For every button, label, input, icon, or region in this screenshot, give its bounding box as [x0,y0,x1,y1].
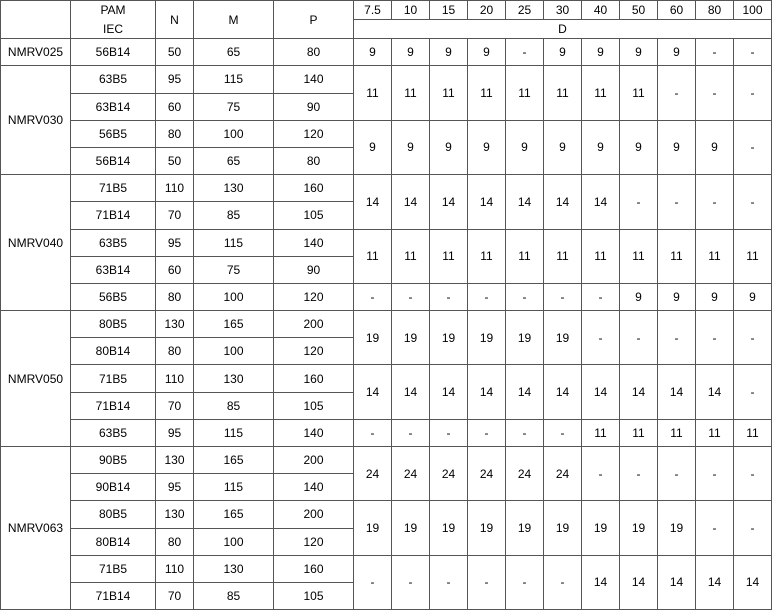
d-value-cell: 24 [544,447,582,501]
d-value-cell: 9 [582,120,620,174]
n-cell: 80 [156,338,194,365]
d-value-cell: 9 [430,39,468,66]
d-value-cell: 9 [734,283,772,310]
header-d-col-10: 100 [734,1,772,20]
iec-cell: 71B14 [71,582,156,609]
d-value-cell: 9 [658,39,696,66]
d-value-cell: - [582,447,620,501]
d-value-cell: - [544,419,582,446]
d-value-cell: 11 [582,66,620,120]
d-value-cell: - [544,555,582,609]
p-cell: 105 [274,202,354,229]
table-row [1,447,772,474]
n-cell: 70 [156,392,194,419]
p-cell: 140 [274,229,354,256]
model-cell: NMRV050 [1,311,71,447]
d-value-cell: 24 [354,447,392,501]
d-value-cell: - [468,283,506,310]
table-row [1,283,772,310]
d-value-cell: 19 [392,501,430,555]
header-m: M [194,1,274,39]
d-value-cell: 11 [430,229,468,283]
d-value-cell: 11 [392,229,430,283]
header-model-blank [1,1,71,39]
d-value-cell: 11 [506,229,544,283]
model-cell: NMRV025 [1,39,71,66]
iec-cell: 71B5 [71,175,156,202]
d-value-cell: - [354,283,392,310]
table-row [1,120,772,147]
d-value-cell: - [734,311,772,365]
iec-cell: 71B14 [71,202,156,229]
n-cell: 110 [156,365,194,392]
d-value-cell: 11 [734,229,772,283]
n-cell: 80 [156,120,194,147]
d-value-cell: - [392,419,430,446]
d-value-cell: 11 [430,66,468,120]
d-value-cell: - [734,120,772,174]
n-cell: 50 [156,39,194,66]
d-value-cell: - [696,311,734,365]
d-value-cell: - [658,66,696,120]
d-value-cell: - [620,311,658,365]
p-cell: 140 [274,474,354,501]
d-value-cell: - [620,175,658,229]
header-row-top [1,1,772,20]
d-value-cell: - [696,501,734,555]
d-value-cell: - [734,175,772,229]
n-cell: 110 [156,175,194,202]
table-body [1,39,772,610]
d-value-cell: 14 [658,555,696,609]
n-cell: 70 [156,202,194,229]
d-value-cell: 19 [582,501,620,555]
model-cell: NMRV040 [1,175,71,311]
d-value-cell: 19 [354,501,392,555]
d-value-cell: - [468,555,506,609]
n-cell: 110 [156,555,194,582]
n-cell: 95 [156,229,194,256]
n-cell: 80 [156,528,194,555]
iec-cell: 80B5 [71,311,156,338]
table-row [1,501,772,528]
d-value-cell: 24 [430,447,468,501]
d-value-cell: 9 [620,120,658,174]
iec-cell: 71B14 [71,392,156,419]
d-value-cell: 19 [544,501,582,555]
header-d-col-1: 10 [392,1,430,20]
m-cell: 130 [194,175,274,202]
m-cell: 75 [194,93,274,120]
d-value-cell: - [392,283,430,310]
d-value-cell: - [734,501,772,555]
p-cell: 200 [274,311,354,338]
d-value-cell: 9 [582,39,620,66]
d-value-cell: 9 [430,120,468,174]
n-cell: 95 [156,419,194,446]
iec-cell: 63B5 [71,66,156,93]
d-value-cell: 11 [620,419,658,446]
d-value-cell: 11 [392,66,430,120]
table-row [1,39,772,66]
table-row [1,311,772,338]
iec-cell: 80B5 [71,501,156,528]
p-cell: 120 [274,283,354,310]
d-value-cell: 9 [696,283,734,310]
n-cell: 95 [156,66,194,93]
d-value-cell: 14 [430,175,468,229]
d-value-cell: 19 [430,311,468,365]
d-value-cell: 11 [544,229,582,283]
d-value-cell: 11 [468,66,506,120]
d-value-cell: 14 [354,175,392,229]
d-value-cell: 14 [658,365,696,419]
d-value-cell: 19 [506,311,544,365]
d-value-cell: 9 [544,39,582,66]
d-value-cell: - [696,175,734,229]
d-value-cell: - [658,447,696,501]
n-cell: 95 [156,474,194,501]
d-value-cell: - [430,419,468,446]
d-value-cell: - [734,447,772,501]
d-value-cell: 11 [620,66,658,120]
table-row [1,555,772,582]
d-value-cell: 24 [392,447,430,501]
header-d-col-5: 30 [544,1,582,20]
d-value-cell: 14 [392,175,430,229]
d-value-cell: 9 [658,120,696,174]
m-cell: 115 [194,229,274,256]
iec-cell: 71B5 [71,555,156,582]
d-value-cell: 9 [468,39,506,66]
d-value-cell: 14 [620,555,658,609]
d-value-cell: 11 [658,419,696,446]
n-cell: 50 [156,147,194,174]
d-value-cell: - [430,283,468,310]
d-value-cell: 11 [354,229,392,283]
table-header [1,1,772,39]
d-value-cell: 19 [658,501,696,555]
iec-cell: 71B5 [71,365,156,392]
m-cell: 85 [194,582,274,609]
header-d-col-9: 80 [696,1,734,20]
p-cell: 80 [274,147,354,174]
p-cell: 120 [274,528,354,555]
d-value-cell: 14 [506,175,544,229]
m-cell: 165 [194,311,274,338]
d-value-cell: 14 [544,175,582,229]
header-d-col-4: 25 [506,1,544,20]
header-n: N [156,1,194,39]
p-cell: 80 [274,39,354,66]
d-value-cell: 19 [506,501,544,555]
m-cell: 165 [194,447,274,474]
d-value-cell: 19 [468,311,506,365]
m-cell: 65 [194,39,274,66]
d-value-cell: 14 [734,555,772,609]
n-cell: 130 [156,447,194,474]
p-cell: 200 [274,447,354,474]
d-value-cell: 11 [354,66,392,120]
table-row [1,419,772,446]
header-d-col-3: 20 [468,1,506,20]
m-cell: 100 [194,338,274,365]
iec-cell: 63B5 [71,229,156,256]
header-pam-iec [71,1,156,39]
d-value-cell: - [506,283,544,310]
n-cell: 130 [156,311,194,338]
d-value-cell: - [696,39,734,66]
p-cell: 105 [274,392,354,419]
iec-cell: 56B5 [71,120,156,147]
header-d-col-0: 7.5 [354,1,392,20]
d-value-cell: 19 [544,311,582,365]
d-value-cell: - [506,419,544,446]
d-value-cell: - [734,66,772,120]
m-cell: 130 [194,365,274,392]
d-value-cell: - [582,283,620,310]
p-cell: 160 [274,175,354,202]
d-value-cell: 9 [696,120,734,174]
d-value-cell: - [544,283,582,310]
p-cell: 200 [274,501,354,528]
d-value-cell: 11 [544,66,582,120]
d-value-cell: 9 [506,120,544,174]
iec-cell: 90B5 [71,447,156,474]
d-value-cell: - [658,175,696,229]
p-cell: 90 [274,256,354,283]
model-cell: NMRV030 [1,66,71,175]
d-value-cell: 9 [544,120,582,174]
d-value-cell: 9 [620,283,658,310]
d-value-cell: 11 [734,419,772,446]
m-cell: 100 [194,283,274,310]
iec-cell: 56B5 [71,283,156,310]
m-cell: 100 [194,528,274,555]
header-d-col-8: 60 [658,1,696,20]
d-value-cell: - [696,66,734,120]
iec-cell: 63B14 [71,93,156,120]
m-cell: 165 [194,501,274,528]
d-value-cell: 11 [696,419,734,446]
d-value-cell: 14 [696,365,734,419]
p-cell: 160 [274,555,354,582]
d-value-cell: - [354,555,392,609]
m-cell: 115 [194,419,274,446]
d-value-cell: 19 [392,311,430,365]
d-value-cell: 11 [468,229,506,283]
d-value-cell: 9 [468,120,506,174]
d-value-cell: - [734,365,772,419]
header-d-label: D [354,20,772,39]
d-value-cell: - [468,419,506,446]
d-value-cell: - [506,39,544,66]
header-pam-line2: IEC [102,21,123,36]
d-value-cell: 19 [354,311,392,365]
header-pam-line1: PAM [100,3,126,17]
d-value-cell: 14 [468,365,506,419]
m-cell: 85 [194,202,274,229]
iec-cell: 80B14 [71,338,156,365]
m-cell: 85 [194,392,274,419]
d-value-cell: 9 [354,39,392,66]
iec-cell: 56B14 [71,39,156,66]
m-cell: 115 [194,66,274,93]
p-cell: 140 [274,66,354,93]
d-value-cell: 19 [620,501,658,555]
d-value-cell: 14 [582,555,620,609]
d-value-cell: 14 [544,365,582,419]
iec-cell: 63B14 [71,256,156,283]
d-value-cell: 14 [582,365,620,419]
n-cell: 60 [156,256,194,283]
table-row [1,175,772,202]
d-value-cell: 14 [620,365,658,419]
model-cell: NMRV063 [1,447,71,610]
header-p: P [274,1,354,39]
iec-cell: 56B14 [71,147,156,174]
d-value-cell: 14 [354,365,392,419]
m-cell: 65 [194,147,274,174]
d-value-cell: 11 [582,229,620,283]
d-value-cell: 14 [430,365,468,419]
n-cell: 70 [156,582,194,609]
m-cell: 130 [194,555,274,582]
d-value-cell: 11 [582,419,620,446]
n-cell: 130 [156,501,194,528]
d-value-cell: 14 [696,555,734,609]
n-cell: 60 [156,93,194,120]
d-value-cell: 9 [354,120,392,174]
p-cell: 90 [274,93,354,120]
m-cell: 100 [194,120,274,147]
d-value-cell: 14 [582,175,620,229]
d-value-cell: 11 [658,229,696,283]
table-row [1,229,772,256]
table-row [1,365,772,392]
m-cell: 115 [194,474,274,501]
header-d-col-2: 15 [430,1,468,20]
d-value-cell: 14 [392,365,430,419]
p-cell: 120 [274,120,354,147]
d-value-cell: 14 [506,365,544,419]
iec-cell: 63B5 [71,419,156,446]
d-value-cell: - [392,555,430,609]
d-value-cell: 19 [468,501,506,555]
iec-cell: 80B14 [71,528,156,555]
header-d-col-6: 40 [582,1,620,20]
d-value-cell: - [658,311,696,365]
header-d-col-7: 50 [620,1,658,20]
d-value-cell: 9 [392,120,430,174]
iec-cell: 90B14 [71,474,156,501]
p-cell: 105 [274,582,354,609]
d-value-cell: 11 [620,229,658,283]
m-cell: 75 [194,256,274,283]
d-value-cell: - [696,447,734,501]
d-value-cell: 9 [392,39,430,66]
d-value-cell: - [430,555,468,609]
d-value-cell: - [506,555,544,609]
p-cell: 120 [274,338,354,365]
d-value-cell: 14 [468,175,506,229]
d-value-cell: - [620,447,658,501]
n-cell: 80 [156,283,194,310]
d-value-cell: - [354,419,392,446]
d-value-cell: 11 [696,229,734,283]
d-value-cell: 9 [658,283,696,310]
d-value-cell: 19 [430,501,468,555]
d-value-cell: - [582,311,620,365]
d-value-cell: 9 [620,39,658,66]
p-cell: 140 [274,419,354,446]
d-value-cell: 24 [506,447,544,501]
d-value-cell: - [734,39,772,66]
d-value-cell: 11 [506,66,544,120]
p-cell: 160 [274,365,354,392]
d-value-cell: 24 [468,447,506,501]
table-row [1,66,772,93]
